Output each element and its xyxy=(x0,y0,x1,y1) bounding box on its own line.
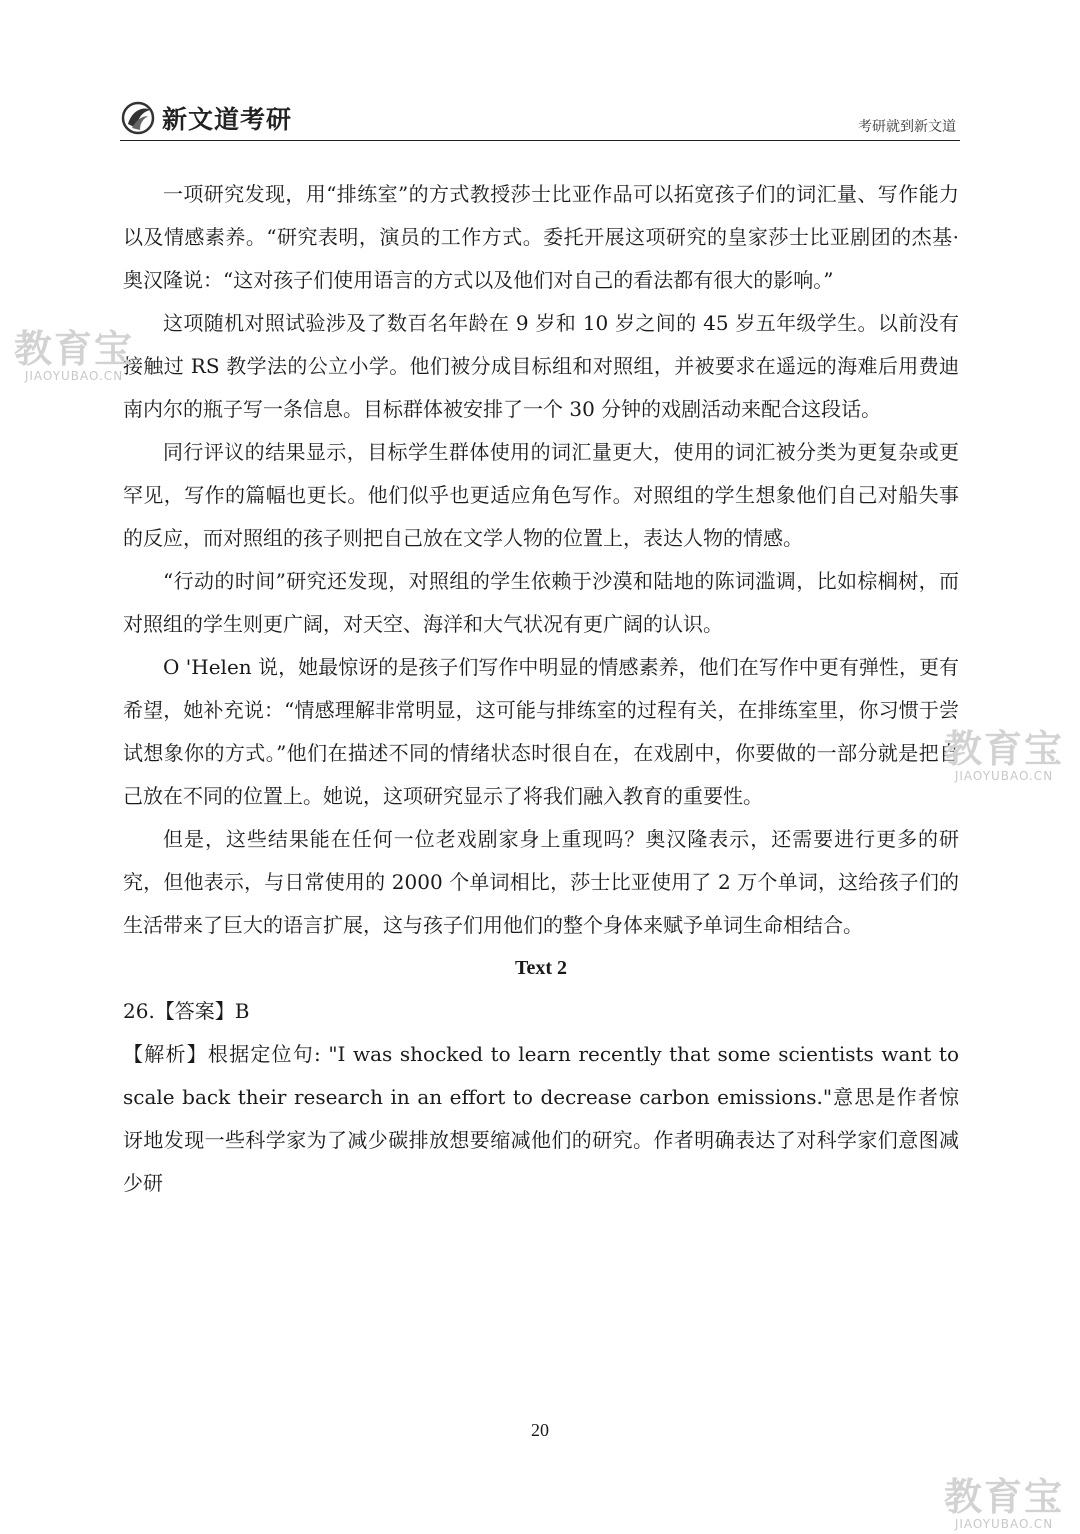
watermark xyxy=(944,1475,1065,1531)
page-number: 20 xyxy=(531,1420,549,1440)
paragraph: 一项研究发现，用“排练室”的方式教授莎士比亚作品可以拓宽孩子们的词汇量、写作能力以及情感素养。“研究表明，演员的工作方式。委托开展这项研究的皇家莎士比亚剧团的杰基·奥汉隆说：“这对孩子们使用语言的方式以及他们对自己的看法都有很大的影响。” xyxy=(123,182,959,292)
watermark xyxy=(944,727,1065,783)
answer-line: 26.【答案】B xyxy=(123,999,250,1023)
brand-logo xyxy=(120,100,292,136)
watermark-text: 教育宝 xyxy=(944,727,1065,771)
watermark-text: 教育宝 xyxy=(944,1475,1065,1519)
watermark-url: JIAOYUBAO.CN xyxy=(954,1517,1054,1531)
paragraph: “行动的时间”研究还发现，对照组的学生依赖于沙漠和陆地的陈词滥调，比如棕榈树，而对照组的学生则更广阔，对天空、海洋和大气状况有更广阔的认识。 xyxy=(123,569,959,636)
paragraph: 但是，这些结果能在任何一位老戏剧家身上重现吗？奥汉隆表示，还需要进行更多的研究，但他表示，与日常使用的 2000 个单词相比，莎士比亚使用了 2 万个单词，这给孩子们的生活带来了巨大的语言扩展，这与孩子们用他们的整个身体来赋予单词生命相结合。 xyxy=(123,827,959,937)
brand-name: 新文道考研 xyxy=(162,105,293,134)
phoenix-logo-icon xyxy=(120,100,156,136)
paragraph: 同行评议的结果显示，目标学生群体使用的词汇量更大，使用的词汇被分类为更复杂或更罕见，写作的篇幅也更长。他们似乎也更适应角色写作。对照组的学生想象他们自己对船失事的反应，而对照组的孩子则把自己放在文学人物的位置上，表达人物的情感。 xyxy=(123,440,959,550)
paragraph: O 'Helen 说，她最惊讶的是孩子们写作中明显的情感素养，他们在写作中更有弹性，更有希望，她补充说：“情感理解非常明显，这可能与排练室的过程有关，在排练室里，你习惯于尝试想象你的方式。”他们在描述不同的情绪状态时很自在，在戏剧中，你要做的一部分就是把自己放在不同的位置上。她说，这项研究显示了将我们融入教育的重要性。 xyxy=(123,655,959,808)
section-title: Text 2 xyxy=(514,957,568,979)
paragraph: 这项随机对照试验涉及了数百名年龄在 9 岁和 10 岁之间的 45 岁五年级学生。以前没有接触过 RS 教学法的公立小学。他们被分成目标组和对照组，并被要求在遥远的海难后用费迪南内尔的瓶子写一条信息。目标群体被安排了一个 30 分钟的戏剧活动来配合这段话。 xyxy=(123,311,959,421)
page-header xyxy=(120,96,960,141)
watermark-url: JIAOYUBAO.CN xyxy=(954,769,1054,783)
watermark xyxy=(14,327,135,383)
watermark-text: 教育宝 xyxy=(14,327,135,371)
header-slogan: 考研就到新文道 xyxy=(858,119,956,135)
document-body xyxy=(123,173,959,1205)
analysis-paragraph: 【解析】根据定位句: "I was shocked to learn recently that some scientists want to scale back their research in an effort to decrease carbon emissions."意思是作者惊讶地发现一些科学家为了减少碳排放想要缩减他们的研究。作者明确表达了对科学家们意图减少研 xyxy=(123,1042,959,1195)
watermark-url: JIAOYUBAO.CN xyxy=(24,369,124,383)
